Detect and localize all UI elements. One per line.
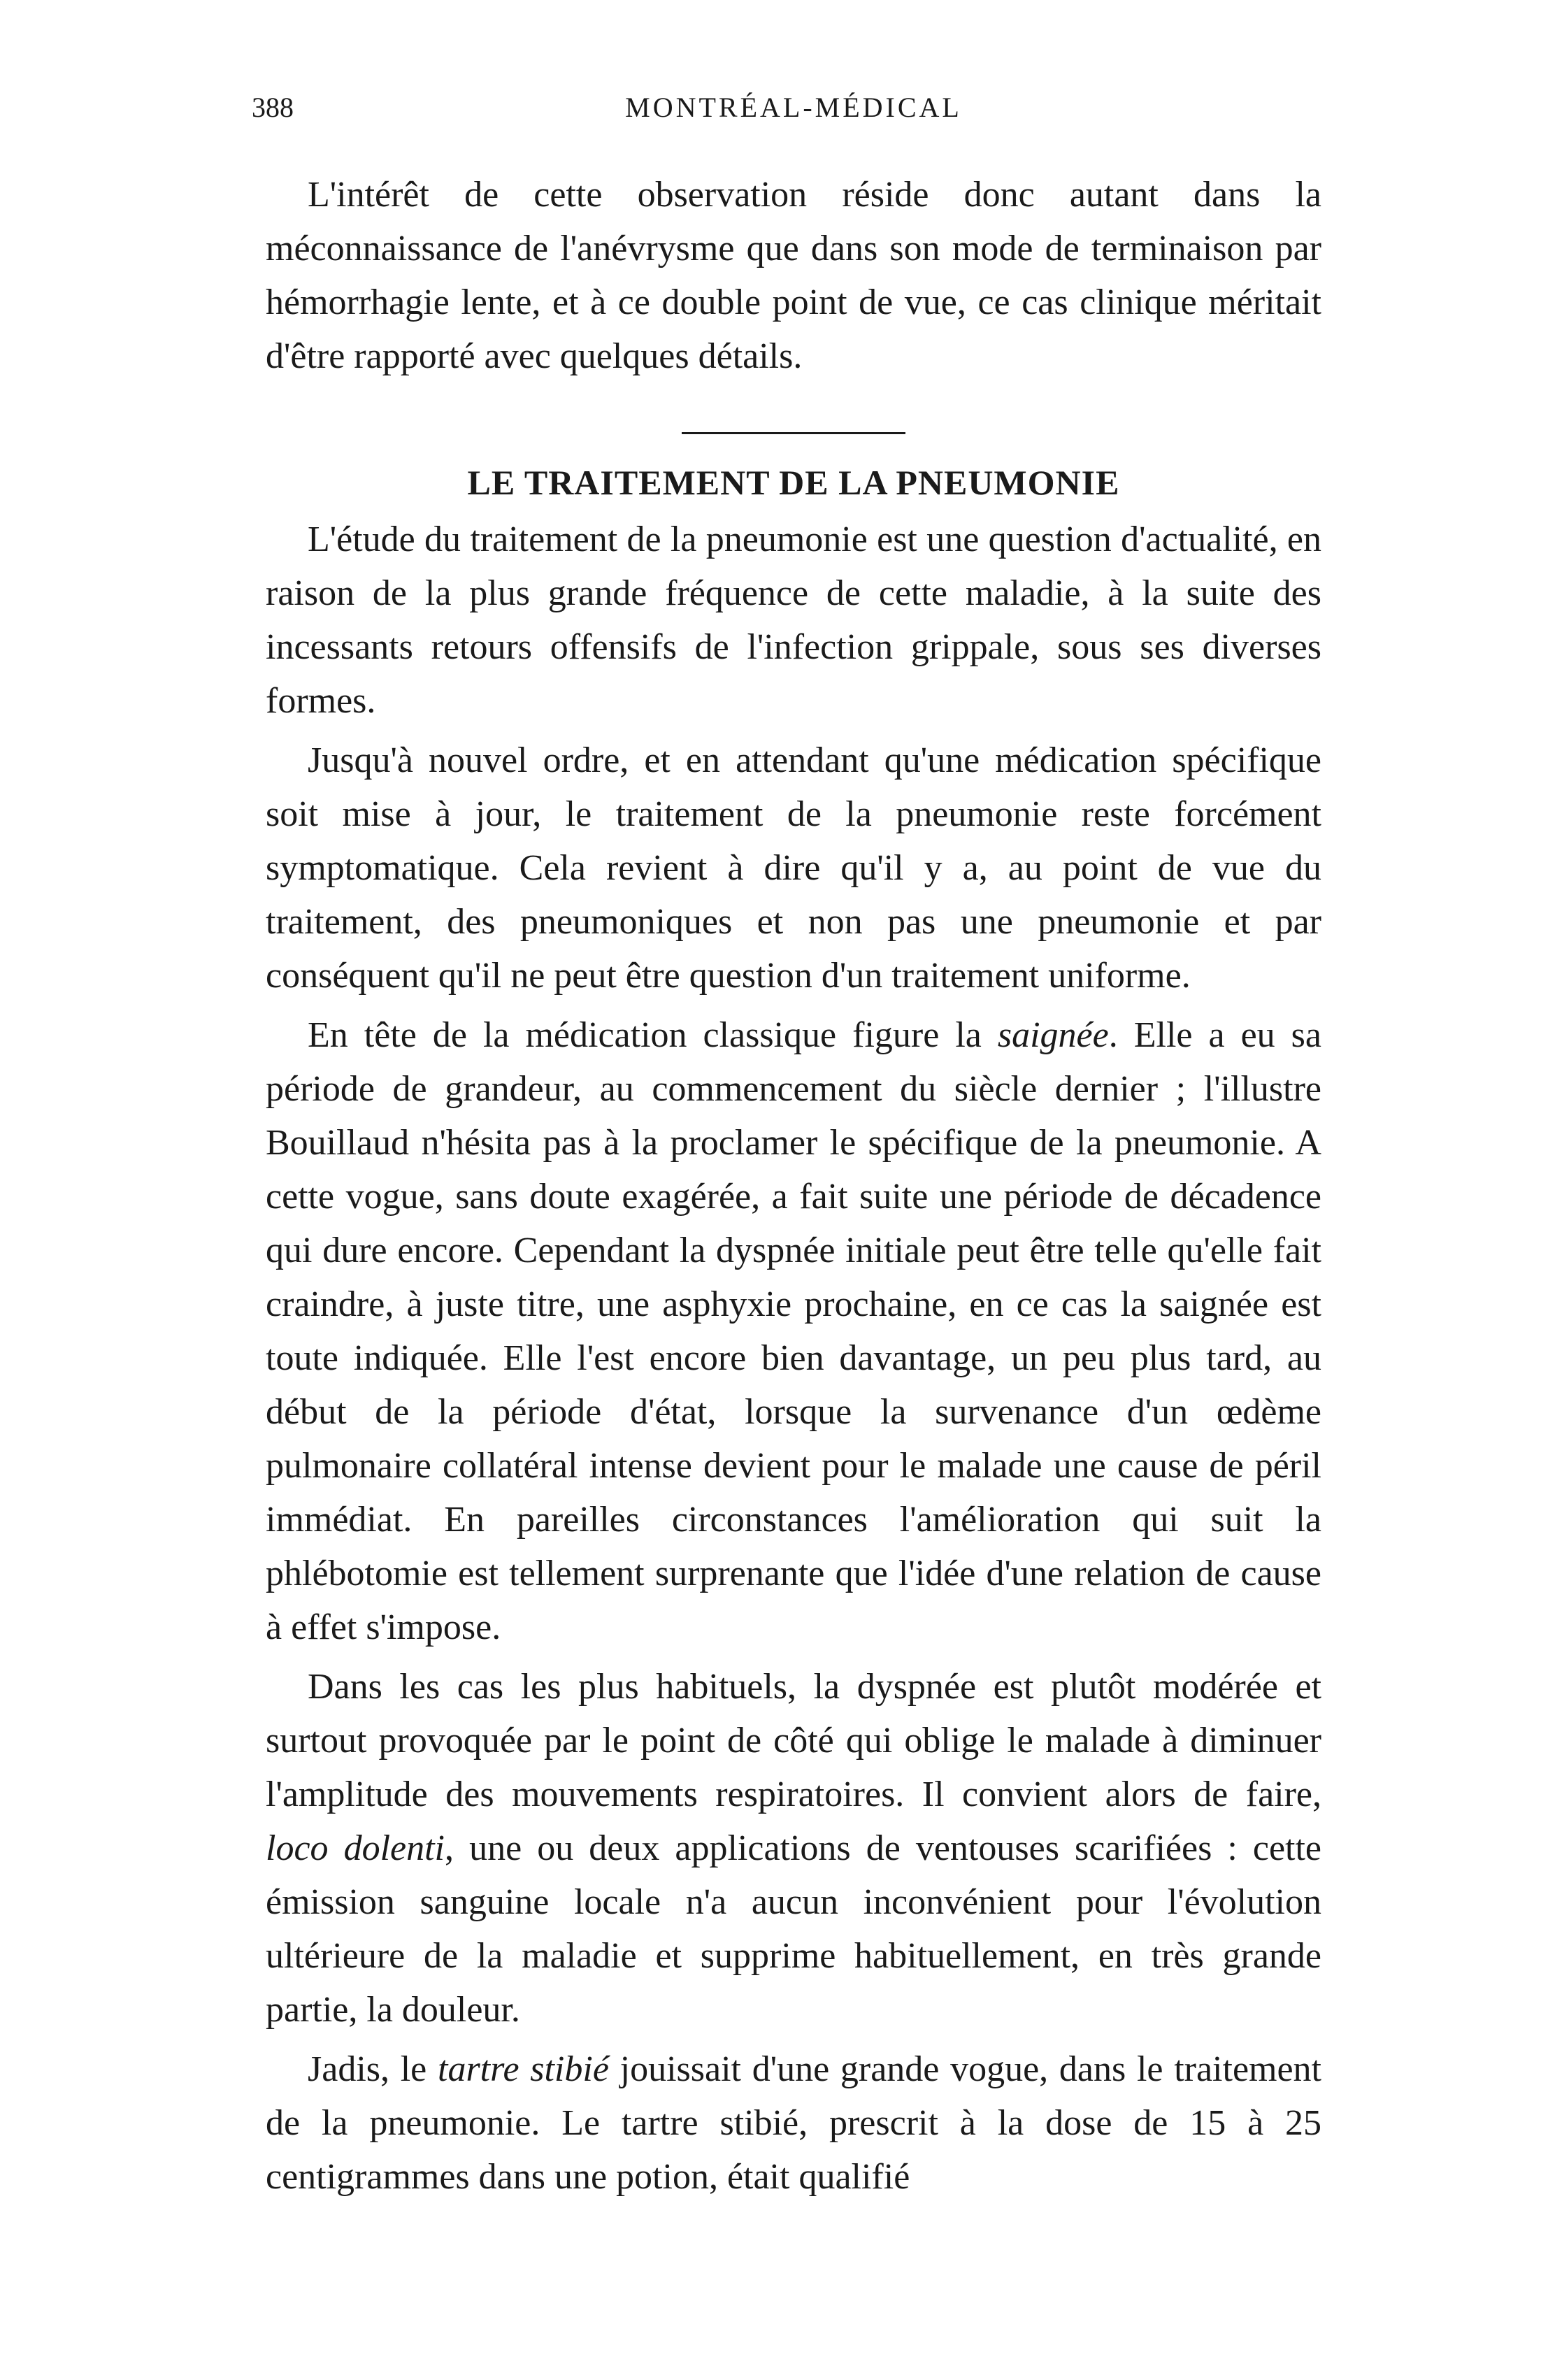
paragraph-4-text-b: , une ou deux applications de ventouses scarifiées : cette émission sanguine locale n'a aucun inconvénient pour l'évolution ultérieure de la maladie et supprime habituellement, en très grande partie, la douleur. (266, 1828, 1321, 2030)
page-number: 388 (252, 92, 294, 123)
journal-title: MONTRÉAL-MÉDICAL (625, 92, 962, 123)
paragraph-5-text-a: Jadis, le (308, 2049, 438, 2089)
paragraph-4-italic: loco dolenti (266, 1828, 445, 1868)
paragraph-4-text-a: Dans les cas les plus habituels, la dyspnée est plutôt modérée et surtout provoquée par le point de côté qui oblige le malade à diminuer l'amplitude des mouvements respiratoires. Il convient alors de faire, (266, 1667, 1321, 1814)
paragraph-3 (266, 1008, 1321, 1654)
paragraph-3-text-a: En tête de la médication classique figure la (308, 1015, 998, 1055)
section-divider (682, 432, 905, 434)
paragraph-5-text-b: jouissait d'une grande vogue, dans le traitement de la pneumonie. Le tartre stibié, prescrit à la dose de 15 à 25 centigrammes dans une potion, était qualifié (266, 2049, 1321, 2197)
paragraph-2: Jusqu'à nouvel ordre, et en attendant qu'une médication spécifique soit mise à jour, le traitement de la pneumonie reste forcément symptomatique. Cela revient à dire qu'il y a, au point de vue du traitement, des pneumoniques et non pas une pneumonie et par conséquent qu'il ne peut être question d'un traitement uniforme. (266, 740, 1321, 996)
paragraph-3-text-b: . Elle a eu sa période de grandeur, au commencement du siècle dernier ; l'illustre Bouillaud n'hésita pas à la proclamer le spécifique de la pneumonie. A cette vogue, sans doute exagérée, a fait suite une période de décadence qui dure encore. Cependant la dyspnée initiale peut être telle qu'elle fait craindre, à juste titre, une asphyxie prochaine, en ce cas la saignée est toute indiquée. Elle l'est encore bien davantage, un peu plus tard, au début de la période d'état, lorsque la survenance d'un œdème pulmonaire collatéral intense devient pour le malade une cause de péril immédiat. En pareilles circonstances l'amélioration qui suit la phlébotomie est tellement surprenante que l'idée d'une relation de cause à effet s'impose. (266, 1015, 1321, 1647)
paragraph-5 (266, 2042, 1321, 2204)
intro-paragraph: L'intérêt de cette observation réside donc autant dans la méconnaissance de l'anévrysme que dans son mode de terminaison par hémorrhagie lente, et à ce double point de vue, ce cas clinique méritait d'être rapporté avec quelques détails. (266, 175, 1321, 376)
article-title: LE TRAITEMENT DE LA PNEUMONIE (467, 463, 1120, 502)
document-page (252, 77, 1321, 2204)
paragraph-4 (266, 1660, 1321, 2037)
paragraph-3-italic: saignée (997, 1015, 1109, 1055)
running-head (252, 77, 1321, 140)
paragraph-1: L'étude du traitement de la pneumonie est une question d'actualité, en raison de la plus grande fréquence de cette maladie, à la suite des incessants retours offensifs de l'infection grippale, sous ses diverses formes. (266, 519, 1321, 721)
paragraph-5-italic: tartre stibié (438, 2049, 609, 2089)
